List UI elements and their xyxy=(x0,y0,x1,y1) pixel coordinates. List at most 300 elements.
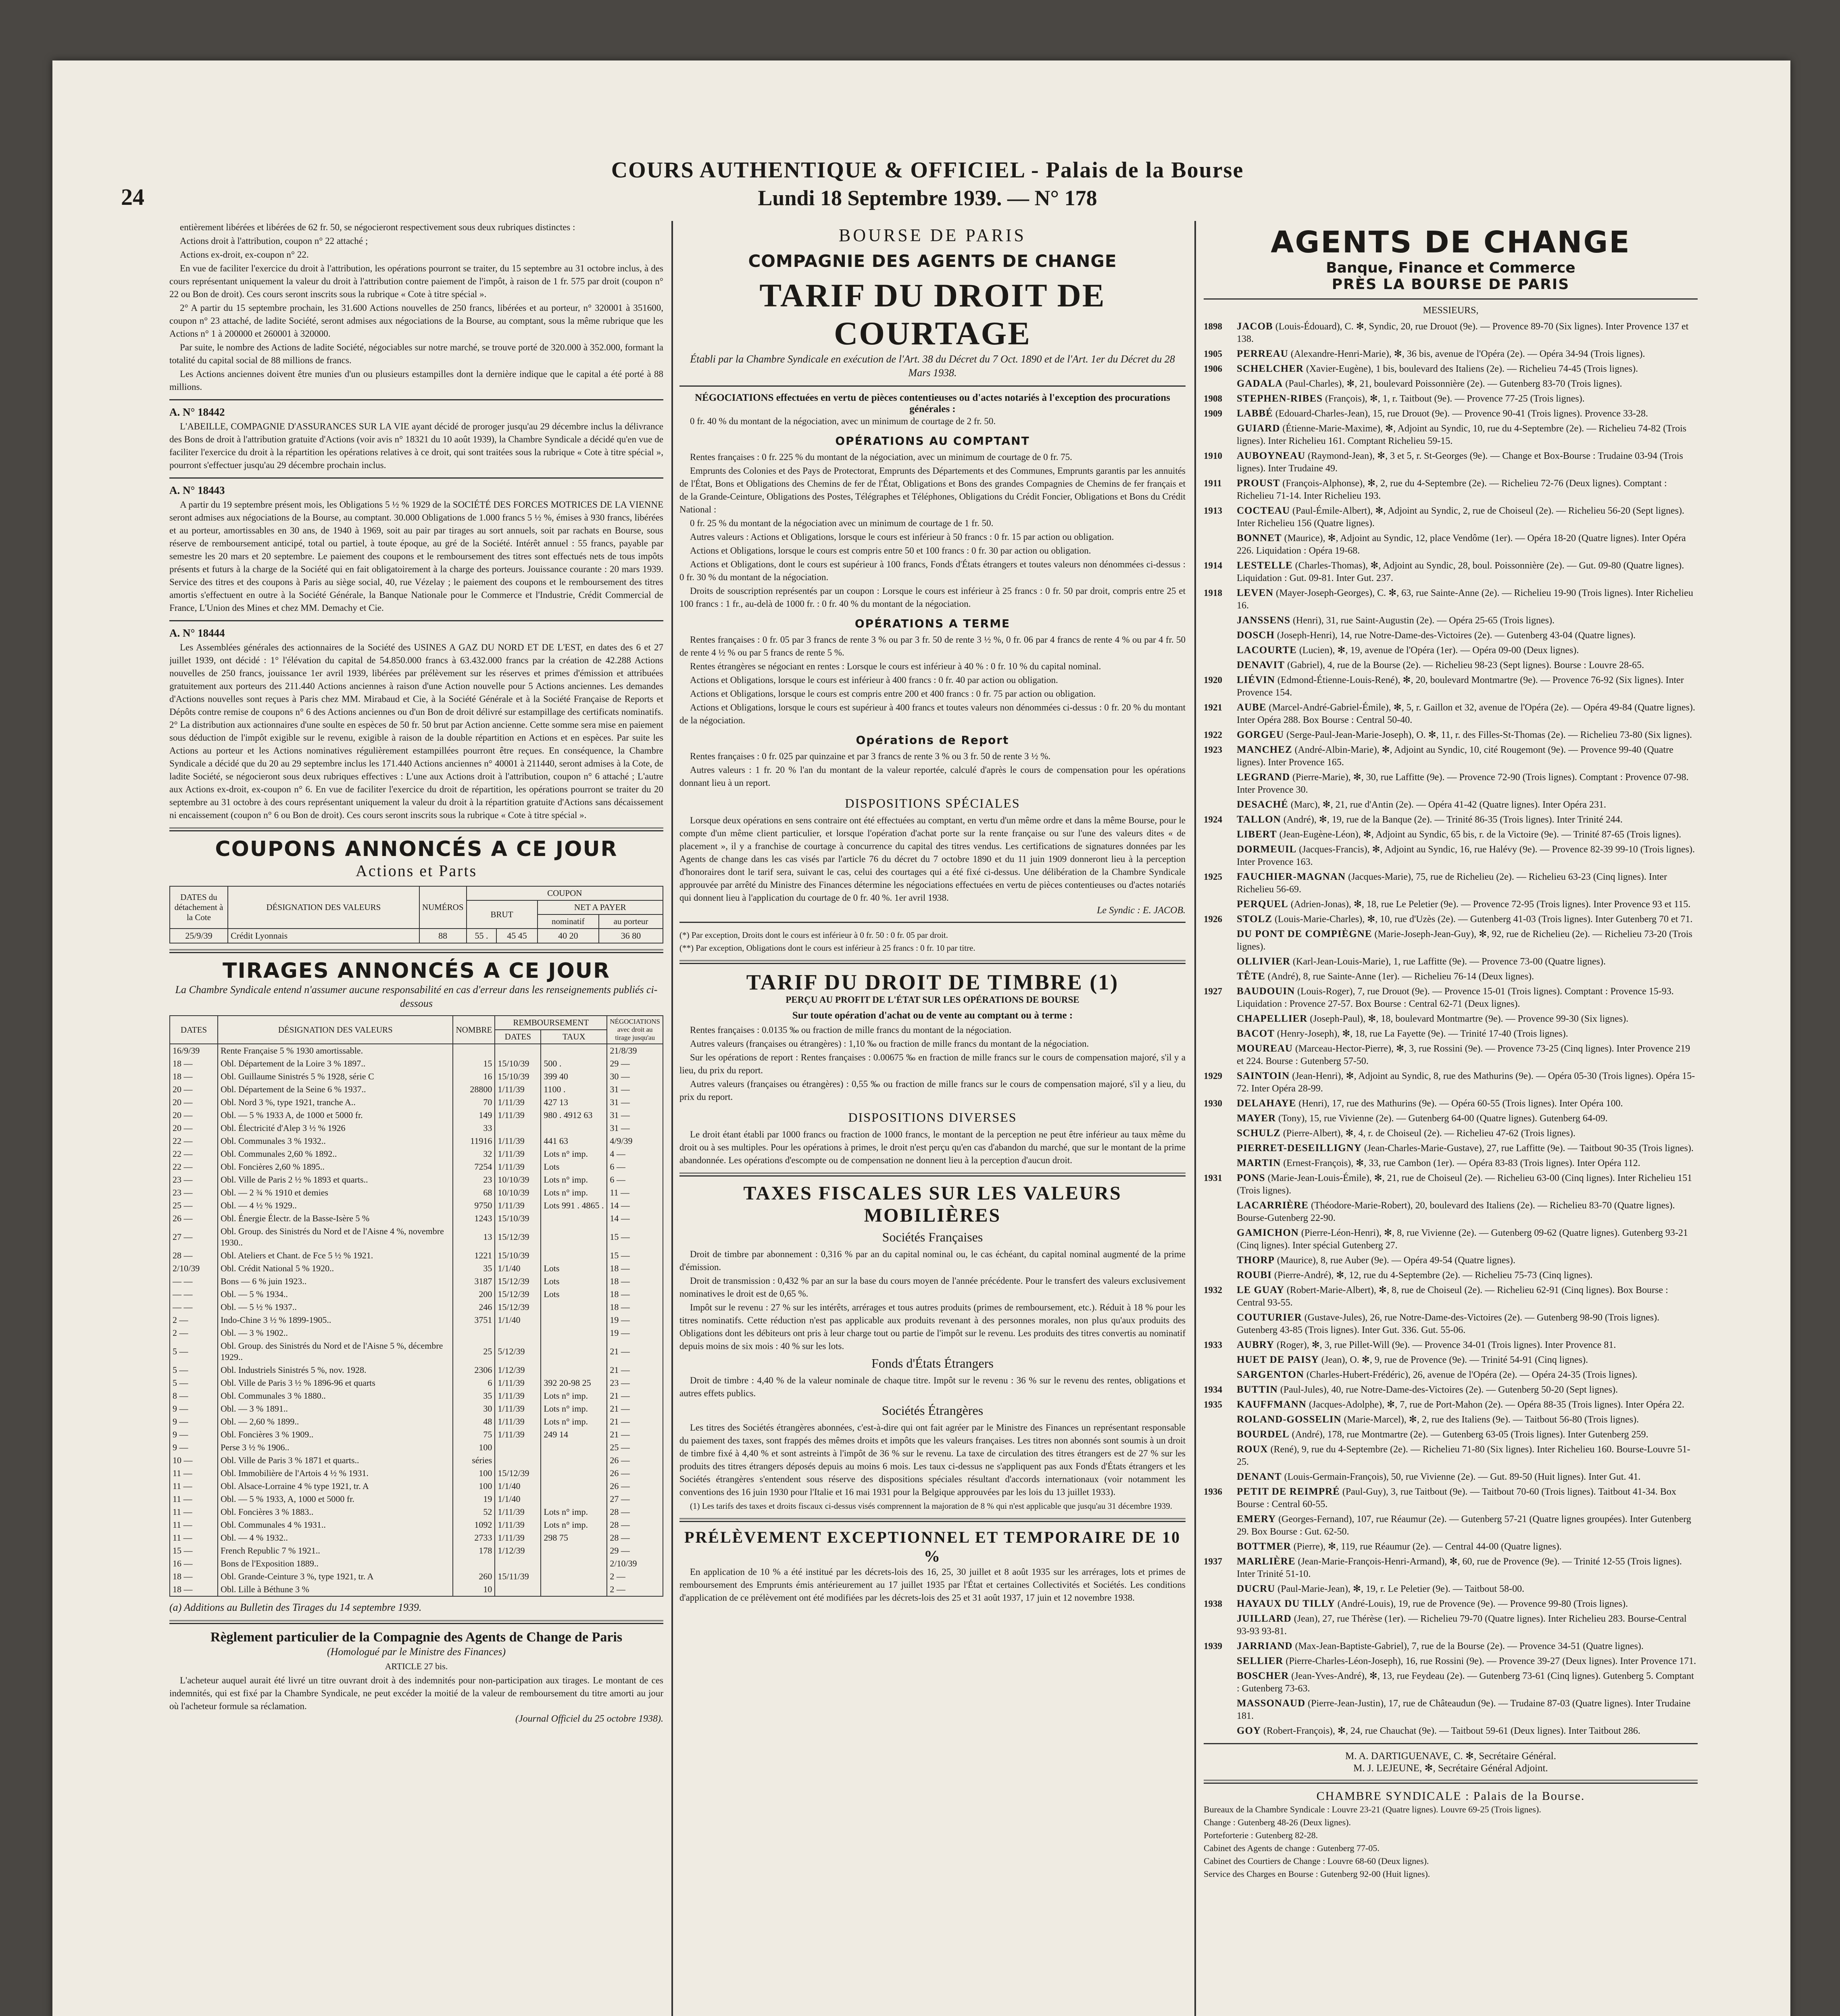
tirage-cell-rd: 1/11/39 xyxy=(495,1160,541,1173)
agent-details: (Ernest-François), ✻, 33, rue Cambon (1er). — Opéra 83-83 (Trois lignes). Inter Opéra 112. xyxy=(1283,1158,1640,1168)
agent-name: MASSONAUD xyxy=(1237,1698,1306,1709)
tirage-cell-t xyxy=(541,1441,607,1454)
table-row xyxy=(170,1275,663,1288)
tirage-cell-g: 30 — xyxy=(607,1070,663,1083)
tirage-cell-name: Obl. — 5 % 1934.. xyxy=(218,1288,453,1301)
list-item xyxy=(1204,771,1698,796)
tirage-cell-d: 11 — xyxy=(170,1480,218,1493)
tirage-cell-name: Obl. Ville de Paris 2 ½ % 1893 et quarts.. xyxy=(218,1173,453,1186)
list-item xyxy=(1204,843,1698,868)
tirage-cell-t xyxy=(541,1454,607,1467)
agent-details: (Louis-Édouard), C. ✻, Syndic, 20, rue Drouot (9e). — Provence 89-70 (Six lignes). Inter Provence 137 et 138. xyxy=(1237,321,1689,344)
agent-year: 1911 xyxy=(1204,478,1222,488)
agent-details: (François-Alphonse), ✻, 2, rue du 4-Septembre (2e). — Richelieu 72-76 (Deux lignes). Comptant : Richelieu 71-14. Inter Richelieu 193. xyxy=(1237,478,1667,501)
agent-details: (André-Louis), 19, rue de Provence (9e). — Provence 99-80 (Trois lignes). xyxy=(1337,1599,1628,1609)
secretary-adjoint: M. J. LEJEUNE, ✻, Secrétaire Général Adjoint. xyxy=(1353,1763,1548,1774)
tirage-cell-rd xyxy=(495,1327,541,1339)
agent-details: (Xavier-Eugène), 1 bis, boulevard des Italiens (2e). — Richelieu 74-45 (Trois lignes). xyxy=(1306,364,1638,374)
tirage-cell-rd: 15/12/39 xyxy=(495,1301,541,1314)
list-item xyxy=(1204,744,1698,769)
terme-title: OPÉRATIONS A TERME xyxy=(854,617,1011,630)
tirage-cell-g: 15 — xyxy=(607,1225,663,1249)
table-row xyxy=(170,1301,663,1314)
tirage-cell-n: 6 xyxy=(453,1377,495,1389)
tarif-title: TARIF DU DROIT DE COURTAGE xyxy=(759,277,1106,352)
list-item xyxy=(1204,1311,1698,1337)
agent-details: (Robert-François), ✻, 24, rue Chauchat (9e). — Taitbout 59-61 (Deux lignes). Inter Taitbout 286. xyxy=(1263,1726,1640,1736)
divider xyxy=(169,1620,663,1624)
agent-name: AUBE xyxy=(1237,702,1267,713)
agent-name: STEPHEN-RIBES xyxy=(1237,393,1323,404)
tirage-cell-n: 3751 xyxy=(453,1314,495,1327)
tirage-cell-d: 22 — xyxy=(170,1135,218,1148)
agent-name: PIERRET-DESEILLIGNY xyxy=(1237,1143,1362,1154)
agent-name: SCHULZ xyxy=(1237,1128,1281,1139)
agent-name: DELAHAYE xyxy=(1237,1098,1296,1109)
agent-year: 1910 xyxy=(1204,451,1222,461)
terme-text xyxy=(679,633,1186,727)
etr-text: Les titres des Sociétés étrangères abonnées, c'est-à-dire qui ont fait agréer par le Ministre des Finances un représentant responsable du paiement des taxes, sont frappés des mêmes droits et impôts que les valeurs françaises. Les titres non abonnés sont soumis à un droit de timbre fixé à 4,40 % et sont astreints à l'impôt de 36 % sur le revenu. La taxe de circulation des titres étrangers est de 27 % sur les produits des titres étrangers déposés depuis au moins 6 mois. Les taux ci-dessus ne s'appliquent pas aux Fonds d'États étrangers et les Sociétés étrangères s'entendent sous réserve des dispositions spéciales résultant d'accords internationaux (voir notamment les conventions des 16 juin 1930 pour l'Italie et 16 mai 1931 pour la Belgique approuvées par les lois du 13 juillet 1933). xyxy=(679,1422,1186,1497)
th-tir-nombre: NOMBRE xyxy=(453,1016,495,1044)
table-row xyxy=(170,1135,663,1148)
list-item xyxy=(1204,1555,1698,1581)
agent-details: (Henri), 17, rue des Mathurins (9e). — Opéra 60-55 (Trois lignes). Inter Opéra 100. xyxy=(1298,1098,1623,1109)
tirage-cell-g: 23 — xyxy=(607,1377,663,1389)
tirage-cell-t xyxy=(541,1570,607,1583)
list-item xyxy=(1204,1697,1698,1722)
agent-name: DUCRU xyxy=(1237,1583,1275,1594)
reglement-text: L'acheteur auquel aurait été livré un titre ouvrant droit à des indemnités pour non-participation aux tirages. Le montant de ces indemnités, qui est fixé par la Chambre Syndicale, ne peut excéder la moitié de la valeur de remboursement du titre amorti au jour où l'acheteur formule sa réclamation. xyxy=(169,1675,663,1711)
tirage-cell-rd: 1/12/39 xyxy=(495,1364,541,1377)
timbre-head: Sur toute opération d'achat ou de vente au comptant ou à terme : xyxy=(792,1010,1073,1021)
tirage-cell-n: 200 xyxy=(453,1288,495,1301)
intro-text xyxy=(169,221,663,394)
notice-body xyxy=(169,641,663,822)
list-item xyxy=(1204,1640,1698,1653)
list-item xyxy=(1204,913,1698,926)
divider xyxy=(679,922,1186,923)
list-item xyxy=(1204,1597,1698,1610)
agent-name: GOY xyxy=(1237,1725,1261,1736)
list-item xyxy=(1204,559,1698,585)
agent-details: (Louis-Germain-François), 50, rue Vivienne (2e). — Gut. 89-50 (Huit lignes). Inter Gut. 41. xyxy=(1284,1472,1641,1482)
tirage-cell-n: 1092 xyxy=(453,1518,495,1531)
tirage-cell-g: 31 — xyxy=(607,1083,663,1096)
timbre-paragraph: Sur les opérations de report : Rentes françaises : 0.00675 ‰ en fraction de mille francs sur le cours de compensation majoré, s'il y a lieu, du prix du report. xyxy=(679,1052,1186,1075)
tirage-cell-t xyxy=(541,1327,607,1339)
tirage-cell-g: 4 — xyxy=(607,1148,663,1160)
tirage-cell-n: 70 xyxy=(453,1096,495,1109)
th-tir-rembours: REMBOURSEMENT xyxy=(495,1016,607,1030)
list-item xyxy=(1204,629,1698,642)
nego-rate: 0 fr. 40 % du montant de la négociation, avec un minimum de courtage de 2 fr. 50. xyxy=(690,416,996,426)
table-row xyxy=(170,1212,663,1225)
list-item xyxy=(1204,674,1698,699)
agent-details: (Marc), ✻, 21, rue d'Antin (2e). — Opéra 41-42 (Quatre lignes). Inter Opéra 231. xyxy=(1290,800,1607,810)
agent-name: BOSCHER xyxy=(1237,1670,1289,1681)
th-porteur: au porteur xyxy=(599,914,663,929)
table-row xyxy=(170,1327,663,1339)
agent-year: 1932 xyxy=(1204,1285,1222,1295)
tirage-cell-n: 1221 xyxy=(453,1249,495,1262)
agent-name: MARLIÈRE xyxy=(1237,1556,1296,1567)
th-tir-nego: NÉGOCIATIONS avec droit au tirage jusqu'au xyxy=(607,1016,663,1044)
agent-name: LACOURTE xyxy=(1237,645,1297,656)
tirage-cell-g: 21 — xyxy=(607,1339,663,1364)
tirage-cell-name: Obl. Communales 4 % 1931.. xyxy=(218,1518,453,1531)
agent-year: 1914 xyxy=(1204,560,1222,571)
timbre-title: TARIF DU DROIT DE TIMBRE (1) xyxy=(746,970,1119,994)
tirage-cell-d: 5 — xyxy=(170,1377,218,1389)
divider xyxy=(1204,1743,1698,1744)
timbre-paragraph: Autres valeurs (françaises ou étrangères) : 0,55 ‰ ou fraction de mille francs sur le cours de compensation majoré, s'il y a lieu, du prix du report. xyxy=(679,1079,1186,1102)
column-rule xyxy=(671,221,673,2016)
agent-name: GORGEU xyxy=(1237,729,1284,740)
chambre-line: Porteforterie : Gutenberg 82-28. xyxy=(1204,1830,1318,1840)
tirage-cell-g: 19 — xyxy=(607,1314,663,1327)
agent-year: 1925 xyxy=(1204,872,1222,882)
tirage-cell-g: 28 — xyxy=(607,1506,663,1518)
notice-ref: A. N° 18442 xyxy=(169,406,225,418)
list-item xyxy=(1204,798,1698,811)
agent-details: (Adrien-Jonas), ✻, 18, rue Le Peletier (9e). — Provence 72-95 (Trois lignes). Inter Provence 93 et 115. xyxy=(1290,899,1691,910)
tirage-cell-t xyxy=(541,1339,607,1364)
tirage-cell-n xyxy=(453,1044,495,1057)
column-right xyxy=(1204,221,1698,2016)
tirage-cell-name: Obl. Ateliers et Chant. de Fce 5 ½ % 1921. xyxy=(218,1249,453,1262)
divider xyxy=(1204,298,1698,300)
agent-details: (Charles-Hubert-Frédéric), 26, avenue de l'Opéra (2e). — Opéra 24-35 (Trois lignes). xyxy=(1306,1370,1638,1380)
tirage-cell-g: 2 — xyxy=(607,1583,663,1596)
table-row xyxy=(170,1070,663,1083)
tirage-cell-d: 16/9/39 xyxy=(170,1044,218,1057)
agent-year: 1930 xyxy=(1204,1098,1222,1108)
tirage-cell-d: 18 — xyxy=(170,1057,218,1070)
tirage-cell-rd xyxy=(495,1454,541,1467)
tirage-cell-t: 298 75 xyxy=(541,1531,607,1544)
agent-year: 1936 xyxy=(1204,1487,1222,1497)
tirage-cell-g: 25 — xyxy=(607,1441,663,1454)
tirage-cell-d: 18 — xyxy=(170,1583,218,1596)
list-item xyxy=(1204,1413,1698,1426)
agent-details: (Maurice), ✻, Adjoint au Syndic, 12, place Vendôme (1er). — Opéra 18-20 (Quatre lignes). Inter Opéra 226. Liquidation : Opéra 19-68. xyxy=(1237,533,1686,556)
table-row xyxy=(170,1467,663,1480)
table-row xyxy=(170,1480,663,1493)
list-item xyxy=(1204,532,1698,557)
agent-details: (René), 9, rue du 4-Septembre (2e). — Richelieu 71-80 (Six lignes). Inter Richelieu 160. Bourse-Louvre 51-25. xyxy=(1237,1444,1690,1467)
chambre-line: Service des Charges en Bourse : Gutenberg 92-00 (Huit lignes). xyxy=(1204,1869,1430,1879)
etats-text: Droit de timbre : 4,40 % de la valeur nominale de chaque titre. Impôt sur le revenu : 36 % sur le revenu des rentes, obligations et autres effets publics. xyxy=(679,1375,1186,1398)
tirage-cell-d: 9 — xyxy=(170,1441,218,1454)
agent-year: 1920 xyxy=(1204,675,1222,685)
notice-body xyxy=(169,498,663,614)
tirage-cell-d: 5 — xyxy=(170,1364,218,1377)
tirage-cell-g: 26 — xyxy=(607,1454,663,1467)
list-item xyxy=(1204,407,1698,420)
tirage-cell-t xyxy=(541,1212,607,1225)
terme-paragraph: Actions et Obligations, lorsque le cours est supérieur à 400 francs et toutes valeurs non dénommées ci-dessus : 0 fr. 20 % du montant de la négociation. xyxy=(679,702,1186,725)
tirage-cell-rd: 1/11/39 xyxy=(495,1531,541,1544)
nego-intro: NÉGOCIATIONS effectuées en vertu de pièces contentieuses ou d'actes notariés à l'exception des procurations générales : xyxy=(695,392,1170,414)
th-coupon: COUPON xyxy=(467,886,663,900)
agent-name: ROUX xyxy=(1237,1444,1268,1455)
list-item xyxy=(1204,1612,1698,1638)
list-item xyxy=(1204,928,1698,953)
tirage-cell-name: Obl. Foncières 3 % 1909.. xyxy=(218,1428,453,1441)
agent-name: LESTELLE xyxy=(1237,560,1293,571)
tirage-cell-name: Obl. — 4 ½ % 1929.. xyxy=(218,1199,453,1212)
tirage-cell-t xyxy=(541,1122,607,1135)
tirage-cell-d: 20 — xyxy=(170,1122,218,1135)
tirage-cell-t: 1100 . xyxy=(541,1083,607,1096)
list-item xyxy=(1204,970,1698,983)
agent-name: LIÉVIN xyxy=(1237,675,1275,685)
tirage-cell-n: 35 xyxy=(453,1262,495,1275)
list-item xyxy=(1204,320,1698,346)
notice-text: Les Assemblées générales des actionnaires de la Société des USINES A GAZ DU NORD ET DE L'EST, en dates des 6 et 27 juillet 1939, ont décidé : 1° l'élévation du capital de 54.850.000 francs à 63.432.000 francs par la création de 42.288 Actions nouvelles de 250 francs, jouissance 1er avril 1939, libérées par prélèvement sur les réserves et primes d'émission et attribuées gratuitement aux porteurs des 211.440 Actions anciennes à raison d'une Action nouvelle pour 5 Actions anciennes. Les demandes d'Actions nouvelles sont reçues à Paris chez MM. Mirabaud et Cie, à la Société Générale et à la Société Française de Reports et Dépôts contre remise de coupons n° 6 des Actions anciennes ou d'un Bon de droit délivré sur estampillage des certificats nominatifs. 2° La distribution aux actionnaires d'une soulte en espèces de 50 fr. 50 brut par Action ancienne. Cette somme sera mise en paiement sous déduction de l'impôt exigible sur le revenu, exigible à raison de la double répartition en Actions et en espèces. Par suite les Actions au porteur et les Actions nominatives régulièrement estampillées pourront être reçues. En conséquence, la Chambre Syndicale a décidé que du 20 au 29 septembre inclus les 171.440 Actions anciennes n° 40001 à 211440, seront admises à la Cote, de ladite Société, se négocieront sous deux rubriques effectives : L'une aux Actions droit à l'attribution, coupon n° 6 attaché ; L'autre aux Actions ex-droit, ex-coupon n° 6. En vue de faciliter l'exercice du droit de répartition, les opérations pourront se traiter du 20 septembre au 31 octobre à des cours représentant uniquement la valeur du droit à la répartition gratuite d'Actions sans décaissement ni encaissement (coupon n° 6 ou Bon de droit). Ces cours seront inscrits sous la rubrique « Cote à titre spécial ». xyxy=(169,642,663,820)
tirage-cell-g: 15 — xyxy=(607,1249,663,1262)
table-row xyxy=(170,1199,663,1212)
agent-details: (Pierre-André), ✻, 12, rue du 4-Septembre (2e). — Richelieu 75-73 (Cinq lignes). xyxy=(1274,1270,1593,1281)
tirage-cell-name: Obl. Communales 2,60 % 1892.. xyxy=(218,1148,453,1160)
agent-name: SARGENTON xyxy=(1237,1369,1304,1380)
th-brut: BRUT xyxy=(467,900,538,929)
tarif-subtitle: Établi par la Chambre Syndicale en exécution de l'Art. 38 du Décret du 7 Oct. 1890 et de l'Art. 1er du Décret du 28 Mars 1938. xyxy=(690,353,1175,379)
tirage-cell-rd xyxy=(495,1122,541,1135)
tirage-cell-rd: 1/1/40 xyxy=(495,1314,541,1327)
agent-name: CHAPELLIER xyxy=(1237,1013,1308,1024)
agent-name: PERREAU xyxy=(1237,348,1288,359)
table-row xyxy=(170,1096,663,1109)
tirage-cell-t: 427 13 xyxy=(541,1096,607,1109)
tirage-cell-n: 246 xyxy=(453,1301,495,1314)
tirage-cell-t: Lots 991 . 4865 . xyxy=(541,1199,607,1212)
tirage-cell-n: 30 xyxy=(453,1402,495,1415)
tirage-cell-g: 29 — xyxy=(607,1544,663,1557)
table-row xyxy=(170,1441,663,1454)
divider xyxy=(679,1173,1186,1177)
dispo-title: DISPOSITIONS SPÉCIALES xyxy=(845,796,1020,810)
tirage-cell-d: 18 — xyxy=(170,1570,218,1583)
agent-year: 1918 xyxy=(1204,588,1222,598)
list-item xyxy=(1204,587,1698,612)
tirage-cell-g: 21 — xyxy=(607,1402,663,1415)
coupon-cell-num: 88 xyxy=(419,929,467,943)
tirage-cell-t: Lots n° imp. xyxy=(541,1389,607,1402)
tirage-cell-d: 23 — xyxy=(170,1173,218,1186)
agent-year: 1934 xyxy=(1204,1385,1222,1395)
agent-name: PONS xyxy=(1237,1173,1265,1183)
agent-details: (Tony), 15, rue Vivienne (2e). — Gutenberg 64-00 (Quatre lignes). Gutenberg 64-09. xyxy=(1278,1113,1608,1124)
agent-details: (Marie-Jean-Louis-Émile), ✻, 21, rue de Choiseul (2e). — Richelieu 63-00 (Cinq lignes). Inter Richelieu 151 (Trois lignes). xyxy=(1237,1173,1692,1196)
table-row xyxy=(170,1493,663,1506)
th-designation: DÉSIGNATION DES VALEURS xyxy=(228,886,419,929)
tirage-cell-d: 9 — xyxy=(170,1402,218,1415)
tirage-cell-rd: 1/11/39 xyxy=(495,1199,541,1212)
agent-details: (Étienne-Marie-Maxime), ✻, Adjoint au Syndic, 10, rue du 4-Septembre (2e). — Richelieu 74-82 (Trois lignes). Inter Richelieu 161. Comptant Richelieu 59-15. xyxy=(1237,423,1687,446)
terme-paragraph: Actions et Obligations, lorsque le cours est compris entre 200 et 400 francs : 0 fr. 75 par action ou obligation. xyxy=(690,689,1096,699)
tirage-cell-rd: 1/11/39 xyxy=(495,1415,541,1428)
tirage-cell-name: Obl. Électricité d'Alep 3 ½ % 1926 xyxy=(218,1122,453,1135)
tirage-cell-name: Obl. — 3 % 1891.. xyxy=(218,1402,453,1415)
table-row xyxy=(170,1173,663,1186)
tirage-cell-n: 48 xyxy=(453,1415,495,1428)
agent-details: (André-Albin-Marie), ✻, Adjoint au Syndic, 10, cité Rougemont (9e). — Provence 99-40 (Quatre lignes). Inter Provence 165. xyxy=(1237,745,1673,768)
table-row xyxy=(170,1044,663,1057)
table-row xyxy=(170,1506,663,1518)
agent-name: DENAVIT xyxy=(1237,660,1285,671)
agent-details: (Lucien), ✻, 19, avenue de l'Opéra (1er). — Opéra 09-00 (Deux lignes). xyxy=(1299,645,1579,656)
agent-details: (Robert-Marie-Albert), ✻, 8, rue de Choiseul (2e). — Richelieu 62-91 (Cinq lignes). Box Bourse : Central 93-55. xyxy=(1237,1285,1668,1308)
list-item xyxy=(1204,1157,1698,1170)
tirage-cell-d: 26 — xyxy=(170,1212,218,1225)
tirage-cell-n: 100 xyxy=(453,1441,495,1454)
table-row xyxy=(170,1415,663,1428)
list-item xyxy=(1204,659,1698,672)
agent-details: (Pierre-Charles-Léon-Joseph), 16, rue Rossini (9e). — Provence 39-27 (Deux lignes). Inter Provence 171. xyxy=(1286,1656,1696,1666)
column-middle xyxy=(679,221,1186,2016)
tirage-cell-name: Bons de l'Exposition 1889.. xyxy=(218,1557,453,1570)
masthead xyxy=(565,157,1290,210)
report-title: Opérations de Report xyxy=(856,733,1009,747)
tirage-cell-g: 2/10/39 xyxy=(607,1557,663,1570)
list-item xyxy=(1204,1540,1698,1553)
table-row xyxy=(170,1570,663,1583)
tirage-cell-t xyxy=(541,1493,607,1506)
tirage-cell-rd: 1/11/39 xyxy=(495,1402,541,1415)
tirage-cell-t: Lots n° imp. xyxy=(541,1415,607,1428)
notice-ref: A. N° 18444 xyxy=(169,627,225,639)
tirage-cell-t xyxy=(541,1044,607,1057)
notices xyxy=(169,399,663,822)
comptant-paragraph: 0 fr. 25 % du montant de la négociation avec un minimum de courtage de 1 fr. 50. xyxy=(690,518,994,528)
tirage-cell-d: — — xyxy=(170,1275,218,1288)
taxes-note: (1) Les tarifs des taxes et droits fiscaux ci-dessus visés comprennent la majoration de 8 % qui n'est applicable que jusqu'au 31 décembre 1939. xyxy=(690,1501,1173,1511)
tirage-cell-rd: 15/12/39 xyxy=(495,1467,541,1480)
agent-details: (Max-Jean-Baptiste-Gabriel), 7, rue de la Bourse (2e). — Provence 34-51 (Quatre lignes). xyxy=(1295,1641,1644,1652)
agent-year: 1926 xyxy=(1204,914,1222,924)
table-row xyxy=(170,1122,663,1135)
tirage-cell-t xyxy=(541,1544,607,1557)
table-row xyxy=(170,1389,663,1402)
agent-year: 1922 xyxy=(1204,730,1222,740)
tirage-cell-name: French Republic 7 % 1921.. xyxy=(218,1544,453,1557)
list-item xyxy=(1204,422,1698,448)
tirage-cell-t: Lots n° imp. xyxy=(541,1518,607,1531)
tirage-cell-n: 149 xyxy=(453,1109,495,1122)
agent-name: PETIT DE REIMPRÉ xyxy=(1237,1486,1340,1497)
th-net: NET A PAYER xyxy=(538,900,663,914)
tirage-cell-n: 2306 xyxy=(453,1364,495,1377)
agent-year: 1913 xyxy=(1204,506,1222,516)
agent-name: PROUST xyxy=(1237,478,1280,489)
tirage-cell-t: Lots xyxy=(541,1262,607,1275)
tirage-cell-n: 23 xyxy=(453,1173,495,1186)
tirage-cell-n: 2733 xyxy=(453,1531,495,1544)
agent-name: KAUFFMANN xyxy=(1237,1399,1307,1410)
agent-name: DU PONT DE COMPIÈGNE xyxy=(1237,929,1372,939)
comptant-paragraph: Actions et Obligations, lorsque le cours est compris entre 50 et 100 francs : 0 fr. 30 par action ou obligation. xyxy=(690,546,1091,556)
table-row xyxy=(170,1402,663,1415)
list-item xyxy=(1204,1142,1698,1155)
tirage-cell-n: 68 xyxy=(453,1186,495,1199)
table-row xyxy=(170,1249,663,1262)
report-paragraph: Autres valeurs : 1 fr. 20 % l'an du montant de la valeur reportée, calculé d'après le cours de compensation pour les opérations donnant lieu à un report. xyxy=(679,765,1186,788)
th-numeros: NUMÉROS xyxy=(419,886,467,929)
tirage-cell-rd: 15/12/39 xyxy=(495,1288,541,1301)
chambre-list xyxy=(1204,1803,1698,1881)
divider xyxy=(169,827,663,831)
tirage-cell-n xyxy=(453,1327,495,1339)
tirage-cell-name: Obl. Crédit National 5 % 1920.. xyxy=(218,1262,453,1275)
list-item xyxy=(1204,1485,1698,1511)
tirage-cell-t xyxy=(541,1301,607,1314)
th-nominatif: nominatif xyxy=(538,914,599,929)
agent-details: (Serge-Paul-Jean-Marie-Joseph), O. ✻, 11, r. des Filles-St-Thomas (2e). — Richelieu 73-80 (Six lignes). xyxy=(1286,730,1692,740)
chambre-line: Cabinet des Agents de change : Gutenberg 77-05. xyxy=(1204,1843,1379,1853)
tirage-cell-d: 16 — xyxy=(170,1557,218,1570)
tirage-cell-n: 178 xyxy=(453,1544,495,1557)
tirage-cell-rd: 15/12/39 xyxy=(495,1275,541,1288)
tirage-cell-name: Bons — 6 % juin 1923.. xyxy=(218,1275,453,1288)
tirage-cell-t xyxy=(541,1364,607,1377)
list-item xyxy=(1204,1070,1698,1095)
tirage-cell-n: 19 xyxy=(453,1493,495,1506)
tirage-cell-name: Obl. Communales 3 % 1932.. xyxy=(218,1135,453,1148)
tirage-cell-d: 5 — xyxy=(170,1339,218,1364)
tirage-cell-d: 2 — xyxy=(170,1327,218,1339)
list-item xyxy=(1204,871,1698,896)
tirage-cell-g: 21 — xyxy=(607,1415,663,1428)
tirage-cell-n: 9750 xyxy=(453,1199,495,1212)
tirage-cell-g: 27 — xyxy=(607,1493,663,1506)
syndic-signature: Le Syndic : E. JACOB. xyxy=(1097,905,1186,916)
tirage-cell-t xyxy=(541,1314,607,1327)
tirage-cell-t: Lots n° imp. xyxy=(541,1506,607,1518)
agent-details: (Pierre-Léon-Henri), ✻, 8, rue Vivienne (2e). — Gutenberg 09-62 (Quatre lignes). Gutenberg 93-21 (Cinq lignes). Inter spécial Gutenberg 27. xyxy=(1237,1228,1688,1251)
tirage-cell-d: 9 — xyxy=(170,1428,218,1441)
tirage-cell-name: Obl. — 3 % 1902.. xyxy=(218,1327,453,1339)
tirage-cell-n: 13 xyxy=(453,1225,495,1249)
chambre-line: Cabinet des Courtiers de Change : Louvre 68-60 (Deux lignes). xyxy=(1204,1856,1429,1866)
tirage-cell-g: 28 — xyxy=(607,1531,663,1544)
tirage-cell-n: 3187 xyxy=(453,1275,495,1288)
agent-name: DESACHÉ xyxy=(1237,799,1288,810)
tirage-cell-rd xyxy=(495,1441,541,1454)
tirage-cell-name: Perse 3 ½ % 1906.. xyxy=(218,1441,453,1454)
tirage-cell-n: 25 xyxy=(453,1339,495,1364)
masthead-date: Lundi 18 Septembre 1939. — N° 178 xyxy=(758,186,1097,210)
divider xyxy=(679,385,1186,387)
page-number: 24 xyxy=(121,184,144,210)
agent-name: MOUREAU xyxy=(1237,1043,1293,1054)
tirage-cell-n: 52 xyxy=(453,1506,495,1518)
tirage-cell-d: 22 — xyxy=(170,1148,218,1160)
intro-paragraph: Actions ex-droit, ex-coupon n° 22. xyxy=(180,250,309,260)
coupon-row xyxy=(170,929,663,943)
notice-text: L'ABEILLE, COMPAGNIE D'ASSURANCES SUR LA VIE ayant décidé de proroger jusqu'au 29 décembre inclus la délivrance des Bons de droit à l'attribution gratuite d'Actions (voir avis n° 18321 du 10 août 1939), la Chambre Syndicale a décidé qu'en vue de faciliter l'exercice du droit à la répartition les opérations relatives à ce droit, qui sont traitées sous la rubrique « Cote à titre spécial », pourront s'effectuer jusqu'au 29 décembre prochain inclus. xyxy=(169,421,663,470)
tirage-cell-t: Lots n° imp. xyxy=(541,1148,607,1160)
tirage-cell-n: 1243 xyxy=(453,1212,495,1225)
agent-name: BOTTMER xyxy=(1237,1541,1291,1552)
table-row xyxy=(170,1148,663,1160)
agent-name: LE GUAY xyxy=(1237,1285,1284,1295)
divider xyxy=(1204,1780,1698,1784)
tirage-cell-rd: 1/11/39 xyxy=(495,1096,541,1109)
tirage-cell-g: 28 — xyxy=(607,1518,663,1531)
coupons-table xyxy=(169,886,663,943)
comptant-text xyxy=(679,451,1186,610)
